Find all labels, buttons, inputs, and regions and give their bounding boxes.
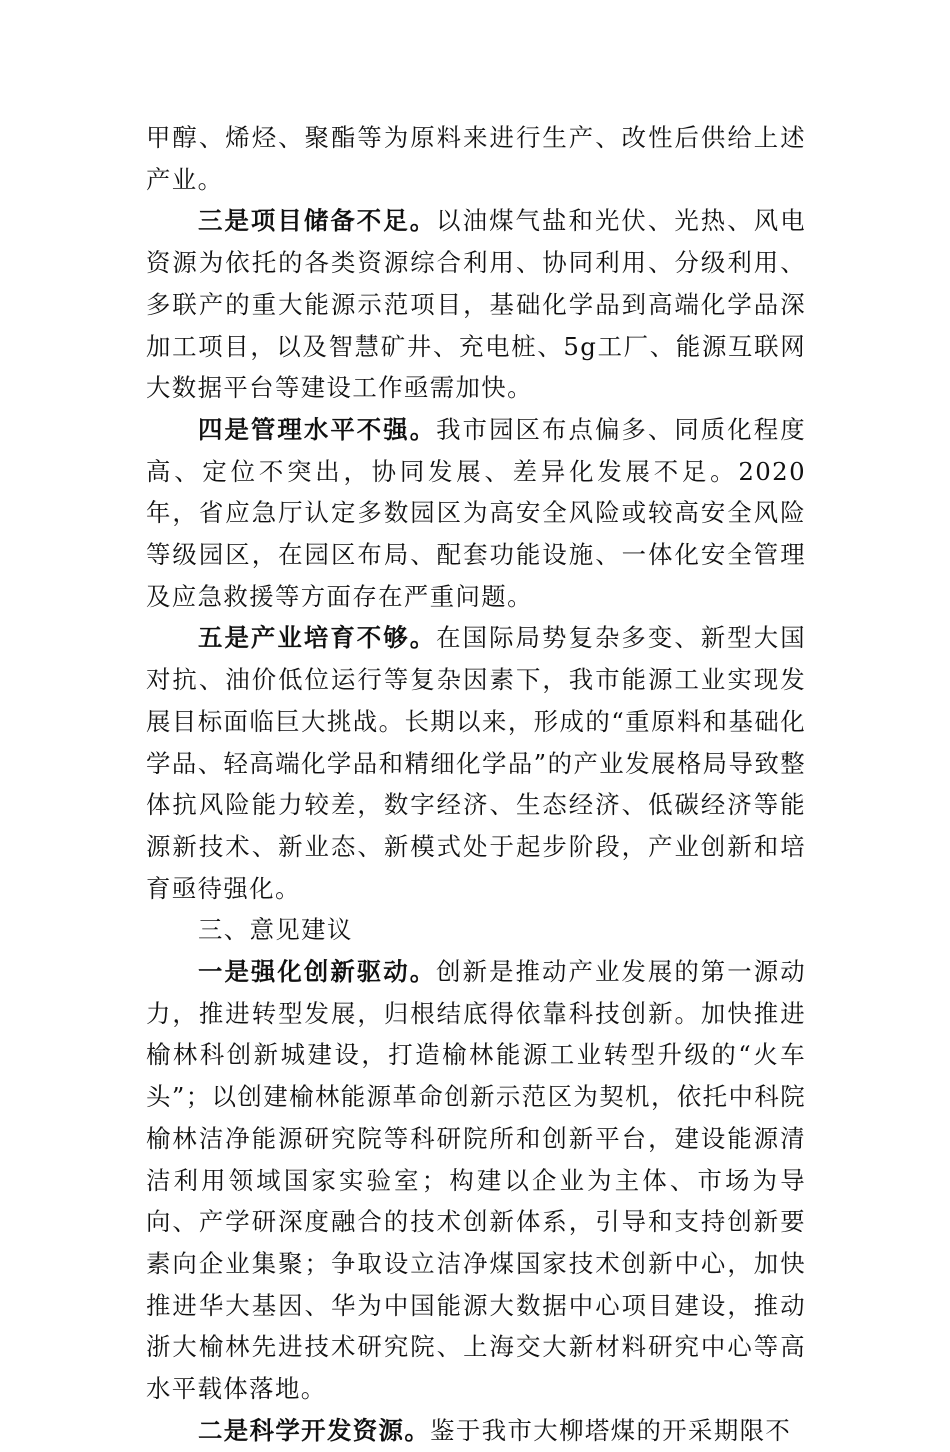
section-heading: 三、意见建议 bbox=[198, 915, 353, 945]
document-page bbox=[146, 117, 806, 1452]
paragraph-innovation-drive bbox=[146, 951, 806, 1410]
paragraph-text: 在国际局势复杂多变、新型大国对抗、油价低位运行等复杂因素下，我市能源工业实现发展目标面临巨大挑战。长期以来，形成的“重原料和基础化学品、轻高端化学品和精细化学品”的产业发展格局导致整体抗风险能力较差，数字经济、生态经济、低碳经济等能源新技术、新业态、新模式处于起步阶段，产业创新和培育亟待强化。 bbox=[146, 623, 806, 903]
paragraph-industry-cultivation bbox=[146, 617, 806, 909]
paragraph-text: 创新是推动产业发展的第一源动力，推进转型发展，归根结底得依靠科技创新。加快推进榆林科创新城建设，打造榆林能源工业转型升级的“火车头”；以创建榆林能源革命创新示范区为契机，依托中科院榆林洁净能源研究院等科研院所和创新平台，建设能源清洁利用领域国家实验室；构建以企业为主体、市场为导向、产学研深度融合的技术创新体系，引导和支持创新要素向企业集聚；争取设立洁净煤国家技术创新中心，加快推进华大基因、华为中国能源大数据中心项目建设，推动浙大榆林先进技术研究院、上海交大新材料研究中心等高水平载体落地。 bbox=[146, 957, 806, 1404]
paragraph-lead: 二是科学开发资源。 bbox=[198, 1415, 431, 1445]
paragraph-text: 甲醇、烯烃、聚酯等为原料来进行生产、改性后供给上述产业。 bbox=[146, 123, 806, 194]
paragraph-text: 以油煤气盐和光伏、光热、风电资源为依托的各类资源综合利用、协同利用、分级利用、多联产的重大能源示范项目，基础化学品到高端化学品深加工项目，以及智慧矿井、充电桩、5g工厂、能源互联网大数据平台等建设工作亟需加快。 bbox=[146, 206, 806, 403]
paragraph-text: 鉴于我市大柳塔煤的开采期限不 bbox=[430, 1415, 792, 1445]
paragraph-lead: 一是强化创新驱动。 bbox=[198, 957, 437, 987]
paragraph-resource-development bbox=[146, 1410, 806, 1452]
paragraph-lead: 四是管理水平不强。 bbox=[198, 414, 437, 444]
paragraph-lead: 五是产业培育不够。 bbox=[198, 623, 437, 653]
paragraph-text: 我市园区布点偏多、同质化程度高、定位不突出，协同发展、差异化发展不足。2020年，省应急厅认定多数园区为高安全风险或较高安全风险等级园区，在园区布局、配套功能设施、一体化安全管理及应急救援等方面存在严重问题。 bbox=[146, 414, 806, 611]
paragraph-lead: 三是项目储备不足。 bbox=[198, 206, 437, 236]
paragraph-continuation bbox=[146, 117, 806, 200]
paragraph-management-level bbox=[146, 409, 806, 618]
paragraph-project-reserve bbox=[146, 200, 806, 409]
